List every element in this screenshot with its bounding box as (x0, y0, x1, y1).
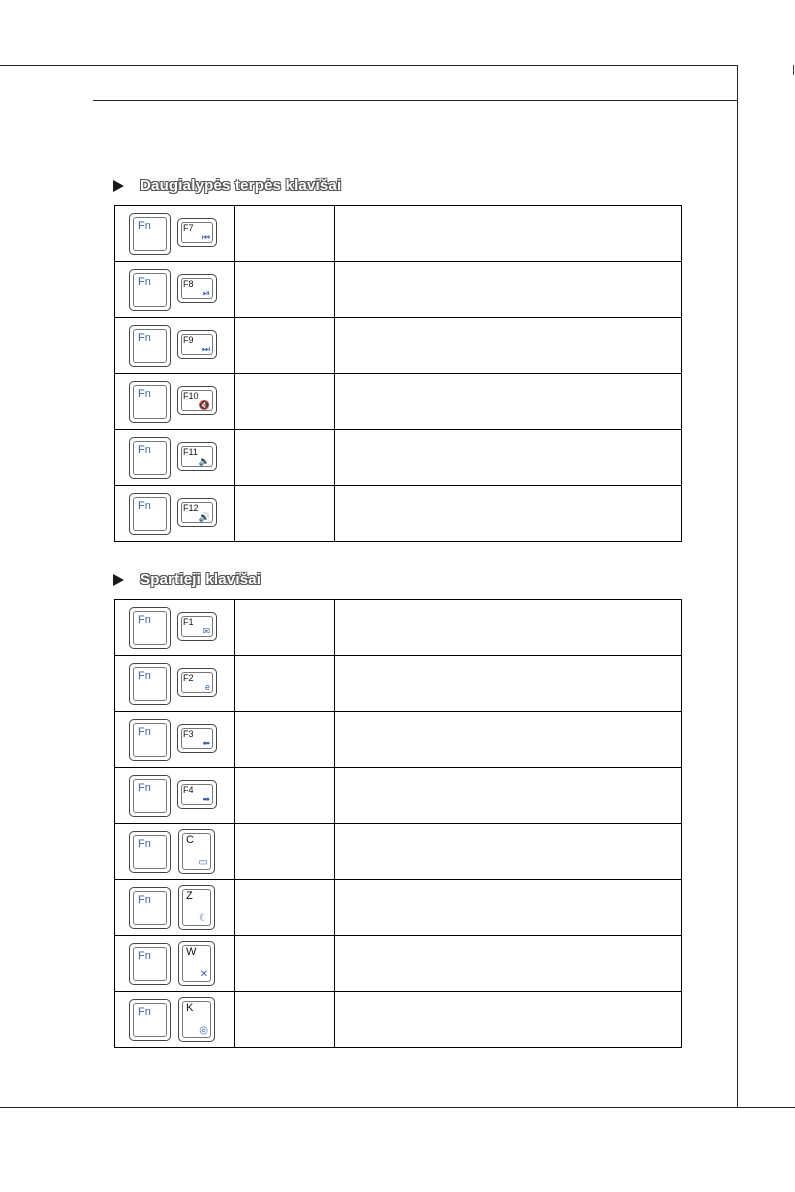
description-cell (335, 936, 682, 992)
table-row (115, 768, 682, 824)
function-key-f11 (177, 442, 217, 471)
function-key-f3 (177, 724, 217, 753)
function-key-f2 (177, 668, 217, 697)
fn-key (129, 775, 171, 817)
table-row (115, 262, 682, 318)
fn-key (129, 887, 171, 929)
fn-key-label: Fn (138, 838, 151, 850)
description-cell (335, 768, 682, 824)
fn-key (129, 381, 171, 423)
function-name-cell (235, 262, 335, 318)
description-cell (335, 992, 682, 1048)
fn-key (129, 943, 171, 985)
function-name-cell (235, 768, 335, 824)
volume-down-icon: 🔈 (198, 456, 210, 466)
function-key-f9 (177, 330, 217, 359)
key-label: K (186, 1002, 194, 1014)
table-row (115, 374, 682, 430)
card-reader-icon: ▭ (198, 857, 208, 868)
fn-key-label: Fn (138, 276, 151, 288)
fn-key (129, 213, 171, 255)
description-cell (335, 318, 682, 374)
bottom-border-line (0, 1107, 795, 1108)
table-row (115, 824, 682, 880)
fn-key (129, 325, 171, 367)
shortcut-keys-table (114, 599, 682, 1048)
webcam-icon: ◎ (199, 1025, 208, 1036)
wireless-off-icon: ✕ (199, 969, 208, 980)
fn-key-label: Fn (138, 782, 151, 794)
fn-key-label: Fn (138, 444, 151, 456)
fn-key (129, 437, 171, 479)
function-key-w (178, 941, 215, 986)
fn-key-label: Fn (138, 614, 151, 626)
previous-track-icon: ⏮ (201, 232, 210, 242)
section-heading-shortcuts (113, 571, 261, 588)
triangle-bullet-icon (113, 574, 124, 586)
key-label: F7 (183, 223, 194, 233)
function-name-cell (235, 600, 335, 656)
key-combo-cell (115, 430, 235, 486)
table-row (115, 656, 682, 712)
function-key-k (178, 997, 215, 1042)
table-row (115, 206, 682, 262)
description-cell (335, 430, 682, 486)
function-name-cell (235, 486, 335, 542)
fn-key (129, 493, 171, 535)
volume-up-icon: 🔊 (198, 512, 210, 522)
mail-icon: ✉ (202, 626, 210, 636)
key-label: Z (186, 890, 193, 902)
key-combo-cell (115, 318, 235, 374)
table-row (115, 318, 682, 374)
fn-key-label: Fn (138, 726, 151, 738)
function-name-cell (235, 992, 335, 1048)
description-cell (335, 600, 682, 656)
description-cell (335, 880, 682, 936)
function-name-cell (235, 880, 335, 936)
function-name-cell (235, 430, 335, 486)
function-key-f4 (177, 780, 217, 809)
description-cell (335, 824, 682, 880)
function-name-cell (235, 936, 335, 992)
function-key-f10 (177, 386, 217, 415)
header-divider (93, 100, 737, 101)
key-label: F4 (183, 785, 194, 795)
key-label: C (186, 834, 194, 846)
key-combo-cell (115, 712, 235, 768)
table-row (115, 430, 682, 486)
mute-icon: 🔇 (198, 400, 210, 410)
section-heading-multimedia (113, 177, 341, 194)
forward-arrow-icon: ➡ (202, 794, 210, 804)
section-title: Spartieji klavišai (140, 571, 262, 588)
key-label: F1 (183, 617, 194, 627)
fn-key-label: Fn (138, 1006, 151, 1018)
table-row (115, 712, 682, 768)
fn-key (129, 607, 171, 649)
next-track-icon: ⏭ (201, 344, 210, 354)
function-name-cell (235, 206, 335, 262)
function-key-f12 (177, 498, 217, 527)
key-label: F9 (183, 335, 194, 345)
fn-key (129, 663, 171, 705)
function-key-z (178, 885, 215, 930)
key-combo-cell (115, 992, 235, 1048)
fn-key (129, 831, 171, 873)
key-combo-cell (115, 486, 235, 542)
key-combo-cell (115, 768, 235, 824)
key-combo-cell (115, 880, 235, 936)
key-combo-cell (115, 374, 235, 430)
right-border-line (737, 65, 738, 1108)
description-cell (335, 486, 682, 542)
key-label: F12 (183, 503, 199, 513)
fn-key-label: Fn (138, 220, 151, 232)
section-title: Daugialypės terpės klavišai (140, 177, 342, 194)
function-name-cell (235, 656, 335, 712)
fn-key (129, 999, 171, 1041)
function-key-f1 (177, 612, 217, 641)
table-row (115, 880, 682, 936)
function-key-f7 (177, 218, 217, 247)
description-cell (335, 206, 682, 262)
description-cell (335, 374, 682, 430)
browser-icon: e (204, 682, 210, 692)
fn-key-label: Fn (138, 950, 151, 962)
fn-key-label: Fn (138, 894, 151, 906)
fn-key-label: Fn (138, 332, 151, 344)
key-combo-cell (115, 824, 235, 880)
description-cell (335, 656, 682, 712)
table-row (115, 486, 682, 542)
function-name-cell (235, 824, 335, 880)
table-row (115, 936, 682, 992)
sleep-moon-icon: ☾ (199, 913, 208, 924)
key-combo-cell (115, 262, 235, 318)
fn-key (129, 719, 171, 761)
key-label: F2 (183, 673, 194, 683)
table-row (115, 600, 682, 656)
key-label: F10 (183, 391, 199, 401)
fn-key-label: Fn (138, 500, 151, 512)
fn-key-label: Fn (138, 388, 151, 400)
key-label: F3 (183, 729, 194, 739)
table-row (115, 992, 682, 1048)
function-key-c (178, 829, 215, 874)
fn-key-label: Fn (138, 670, 151, 682)
play-pause-icon: ⏯ (202, 288, 210, 298)
function-name-cell (235, 712, 335, 768)
key-label: W (186, 946, 197, 958)
top-border-line (0, 65, 737, 66)
key-combo-cell (115, 656, 235, 712)
key-combo-cell (115, 936, 235, 992)
back-arrow-icon: ⬅ (202, 738, 210, 748)
page-right-tick (793, 65, 794, 75)
function-name-cell (235, 318, 335, 374)
fn-key (129, 269, 171, 311)
multimedia-keys-table (114, 205, 682, 542)
triangle-bullet-icon (113, 180, 124, 192)
description-cell (335, 712, 682, 768)
function-name-cell (235, 374, 335, 430)
key-combo-cell (115, 206, 235, 262)
key-combo-cell (115, 600, 235, 656)
function-key-f8 (177, 274, 217, 303)
key-label: F8 (183, 279, 194, 289)
key-label: F11 (183, 447, 198, 457)
description-cell (335, 262, 682, 318)
